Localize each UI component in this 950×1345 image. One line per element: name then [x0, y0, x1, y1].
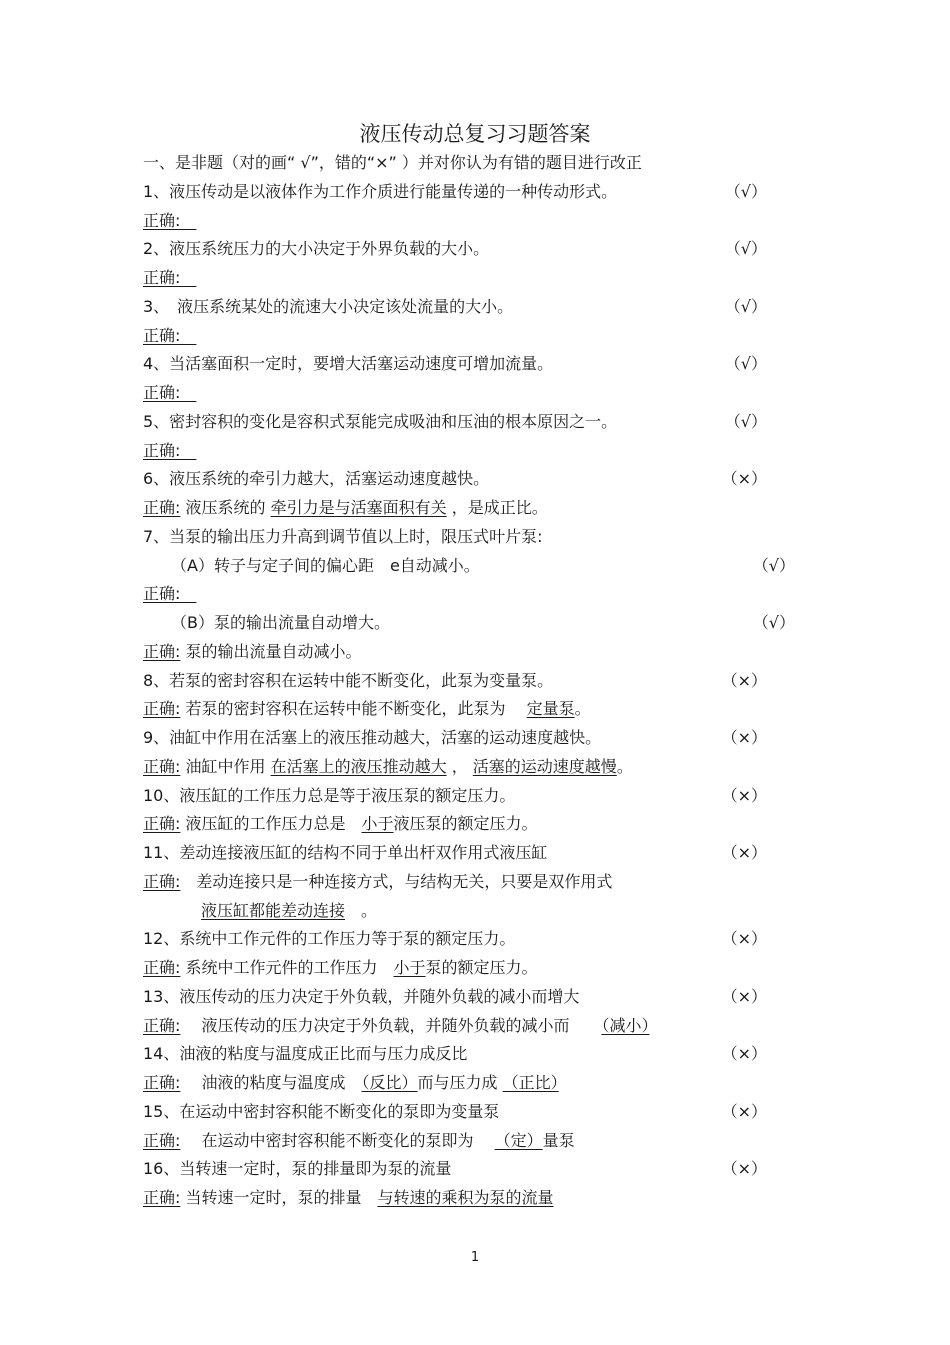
- question-line: [143, 553, 798, 579]
- correction-answer: 活塞的运动速度越慢: [472, 756, 617, 776]
- correction-label: 正确:: [143, 1130, 181, 1150]
- correction-answer: （正比）: [502, 1073, 559, 1092]
- question-line: [143, 236, 770, 262]
- correction-line: [143, 581, 770, 607]
- question-text: 10、液压缸的工作压力总是等于液压泵的额定压力。: [143, 785, 516, 805]
- correction-label: 正确:: [143, 210, 197, 230]
- correction-text: 液压传动的压力决定于外负载，并随外负载的减小而: [180, 1015, 602, 1035]
- question-line: [143, 294, 770, 320]
- correction-answer: （减小）: [601, 1015, 650, 1035]
- question-line: [143, 725, 770, 751]
- question-text: 8、若泵的密封容积在运转中能不断变化，此泵为变量泵。: [143, 670, 554, 690]
- correction-text: ，是成正比。: [446, 498, 548, 517]
- answer-mark: （×）: [721, 1159, 767, 1179]
- correction-label: 正确:: [143, 268, 197, 287]
- correction-line: [143, 898, 828, 924]
- question-line: [143, 610, 798, 636]
- question-text: 6、液压系统的牵引力越大，活塞运动速度越快。: [143, 469, 490, 489]
- correction-label: 正确:: [143, 440, 197, 460]
- question-line: [143, 984, 770, 1010]
- correction-line: [143, 754, 770, 780]
- correction-label: 正确:: [143, 1015, 181, 1035]
- correction-answer: 在活塞上的液压推动越大: [270, 756, 447, 776]
- question-text: 4、当活塞面积一定时，要增大活塞运动速度可增加流量。: [143, 354, 554, 374]
- correction-answer: 牵引力是与活塞面积有关: [270, 498, 447, 517]
- correction-line: [143, 811, 770, 837]
- correction-line: [143, 323, 770, 349]
- question-text: 7、当泵的输出压力升高到调节值以上时，限压式叶片泵:: [143, 526, 543, 546]
- correction-answer: （反比）: [361, 1073, 418, 1092]
- correction-text: 泵的输出流量自动减小。: [180, 641, 362, 661]
- question-text: 13、液压传动的压力决定于外负载，并随外负载的减小而增大: [143, 986, 612, 1006]
- correction-label: 正确:: [143, 584, 197, 604]
- question-line: [143, 1156, 770, 1182]
- question-text: 14、油液的粘度与温度成正比而与压力成反比: [143, 1044, 468, 1064]
- correction-text: 量泵: [542, 1130, 575, 1150]
- answer-mark: （√）: [752, 555, 795, 575]
- correction-line: [143, 1070, 770, 1096]
- correction-text: 。: [345, 900, 378, 920]
- question-line: [143, 466, 770, 492]
- correction-text: 油液的粘度与温度成: [180, 1073, 362, 1092]
- correction-text: [554, 1188, 570, 1207]
- correction-text: 系统中工作元件的工作压力: [180, 958, 394, 977]
- answer-mark: （√）: [724, 411, 767, 431]
- correction-line: [143, 208, 770, 234]
- correction-answer: （定）: [494, 1130, 543, 1150]
- correction-text: 液压泵的额定压力。: [393, 814, 538, 834]
- question-text: 2、液压系统压力的大小决定于外界负载的大小。: [143, 239, 490, 259]
- answer-mark: （×）: [721, 728, 767, 747]
- correction-label: 正确:: [143, 498, 181, 517]
- question-line: [143, 351, 770, 377]
- question-line: [143, 840, 770, 866]
- correction-text: 若泵的密封容积在运转中能不断变化，此泵为: [180, 699, 527, 719]
- correction-label: 正确:: [143, 1073, 181, 1092]
- question-line: [143, 783, 770, 809]
- answer-mark: （×）: [721, 469, 767, 489]
- answer-mark: （√）: [724, 354, 767, 374]
- correction-label: 正确:: [143, 871, 181, 891]
- correction-answer: 小于: [361, 814, 394, 834]
- answer-mark: （×）: [721, 929, 767, 949]
- correction-label: 正确:: [143, 1188, 181, 1207]
- correction-line: [143, 380, 770, 406]
- question-text: （A）转子与定子间的偏心距 e自动减小。: [171, 555, 480, 575]
- page-number: 1: [470, 1250, 480, 1265]
- question-text: 3、 液压系统某处的流速大小决定该处流量的大小。: [143, 296, 514, 316]
- question-text: 9、油缸中作用在活塞上的液压推动越大，活塞的运动速度越快。: [143, 728, 602, 747]
- correction-label: 正确:: [143, 699, 181, 719]
- question-line: [143, 926, 770, 952]
- question-text: 1、液压传动是以液体作为工作介质进行能量传递的一种传动形式。: [143, 181, 618, 201]
- answer-mark: （×）: [721, 1044, 767, 1064]
- correction-text: 液压缸的工作压力总是: [180, 814, 362, 834]
- answer-mark: （×）: [721, 1101, 767, 1121]
- question-line: [143, 409, 770, 435]
- question-line: [143, 668, 770, 694]
- correction-line: [143, 1013, 770, 1039]
- question-text: 12、系统中工作元件的工作压力等于泵的额定压力。: [143, 929, 516, 949]
- correction-text: 而与压力成: [417, 1073, 503, 1092]
- correction-line: [143, 1128, 770, 1154]
- correction-text: 液压系统的: [180, 498, 271, 517]
- answer-mark: （×）: [721, 670, 767, 690]
- answer-mark: （√）: [752, 613, 795, 632]
- question-line: [143, 1041, 770, 1067]
- question-line: [143, 179, 770, 205]
- answer-mark: （√）: [724, 239, 767, 259]
- correction-label: 正确:: [143, 814, 181, 834]
- correction-line: [143, 696, 770, 722]
- correction-text: 泵的额定压力。: [425, 958, 538, 977]
- correction-line: [143, 869, 770, 895]
- question-text: （B）泵的输出流量自动增大。: [171, 613, 390, 632]
- correction-label: 正确:: [143, 383, 197, 402]
- correction-line: [143, 1185, 770, 1211]
- correction-label: 正确:: [143, 958, 181, 977]
- correction-text: 。: [574, 699, 591, 719]
- correction-text: 在运动中密封容积能不断变化的泵即为: [180, 1130, 495, 1150]
- correction-answer: 与转速的乘积为泵的流量: [377, 1188, 554, 1207]
- question-text: 5、密封容积的变化是容积式泵能完成吸油和压油的根本原因之一。: [143, 411, 618, 431]
- answer-mark: （×）: [721, 785, 767, 805]
- correction-label: 正确:: [143, 756, 181, 776]
- correction-line: [143, 495, 770, 521]
- correction-answer: 定量泵: [526, 699, 575, 719]
- correction-line: [143, 438, 770, 464]
- correction-answer: 小于: [393, 958, 426, 977]
- correction-text: 油缸中作用: [180, 756, 271, 776]
- correction-text: 差动连接只是一种连接方式，与结构无关，只要是双作用式: [180, 871, 645, 891]
- question-text: 15、在运动中密封容积能不断变化的泵即为变量泵: [143, 1101, 500, 1121]
- answer-mark: （×）: [721, 843, 767, 862]
- question-text: 11、差动连接液压缸的结构不同于单出杆双作用式液压缸: [143, 843, 548, 862]
- correction-text: [650, 1016, 666, 1035]
- correction-line: [143, 639, 770, 665]
- correction-text: 当转速一定时，泵的排量: [180, 1188, 378, 1207]
- correction-label: 正确:: [143, 641, 181, 661]
- question-text: 16、当转速一定时，泵的排量即为泵的流量: [143, 1159, 452, 1179]
- correction-text: ，: [446, 756, 473, 776]
- section-heading: 一、是非题（对的画“ √”，错的“×” ）并对你认为有错的题目进行改正: [143, 153, 642, 172]
- correction-answer: 液压缸都能差动连接: [201, 900, 346, 920]
- question-line: [143, 1099, 770, 1125]
- correction-line: [143, 265, 770, 291]
- answer-mark: （√）: [724, 296, 767, 316]
- correction-label: 正确:: [143, 325, 197, 345]
- correction-text: [559, 1073, 575, 1092]
- question-line: [143, 524, 770, 550]
- document-title: 液压传动总复习习题答案: [359, 122, 591, 146]
- correction-line: [143, 955, 770, 981]
- answer-mark: （×）: [721, 986, 767, 1006]
- correction-text: 。: [616, 756, 633, 776]
- answer-mark: （√）: [724, 181, 767, 201]
